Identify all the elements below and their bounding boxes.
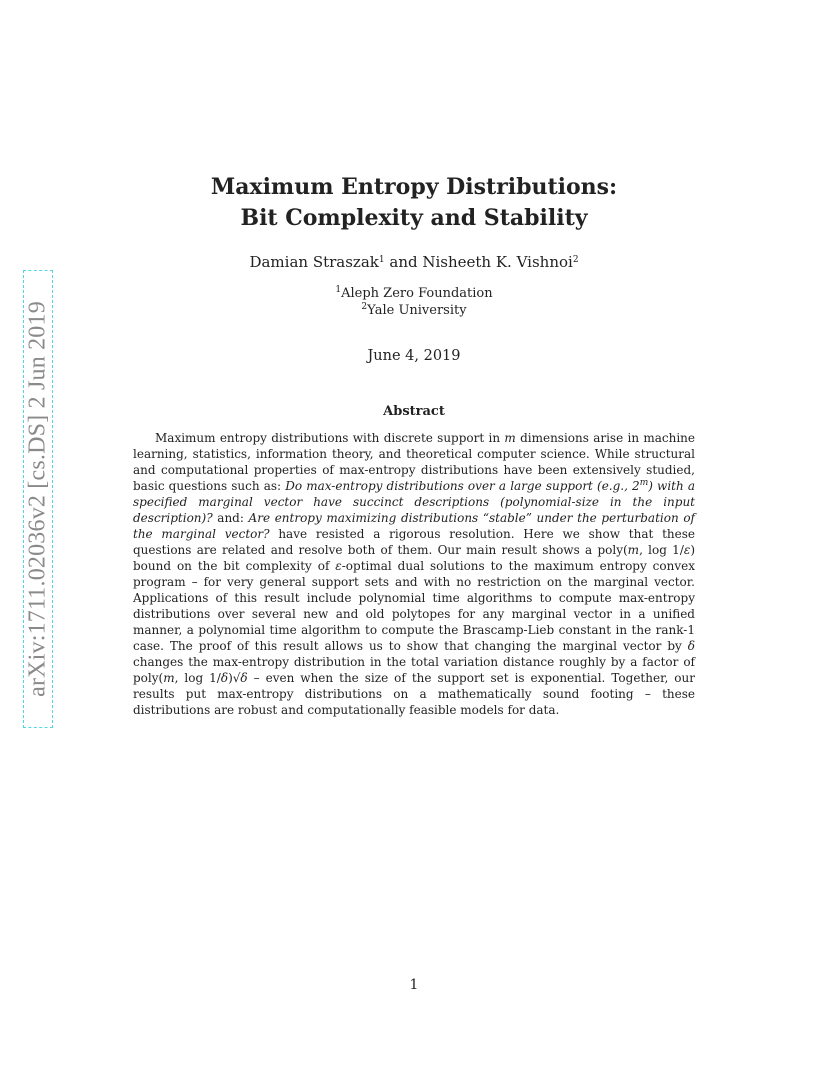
affiliations	[0, 285, 828, 319]
abstract-text: dimensions arise in machine learning, statistics, information theory, and theoretical computer science. While structural and computational properties of max-entropy distributions have been extensively studied, basic questions such as:	[133, 431, 695, 493]
affiliation-mark: 2	[572, 255, 579, 265]
affiliation-name: Aleph Zero Foundation	[341, 286, 493, 301]
affiliation-mark: 2	[361, 302, 368, 312]
affiliation-mark: 1	[335, 285, 342, 295]
abstract-text: and:	[212, 511, 249, 525]
affiliation	[0, 285, 828, 302]
author-separator: and	[384, 253, 423, 271]
abstract-heading: Abstract	[383, 404, 445, 419]
math-symbol: ε	[683, 543, 691, 557]
arxiv-identifier: arXiv:1711.02036v2 [cs.DS] 2 Jun 2019	[24, 301, 51, 697]
abstract-body	[133, 430, 695, 718]
abstract-text: ) with a specified marginal vector have succinct descriptions (polynomial-size in the input description)?	[133, 479, 695, 525]
abstract-text: Do max-entropy distributions over a large support (e.g., 2	[285, 479, 640, 493]
paper-date: June 4, 2019	[367, 348, 461, 364]
affiliation-name: Yale University	[367, 303, 467, 318]
math-symbol: m	[163, 671, 175, 685]
abstract-text: )√	[228, 671, 241, 685]
math-symbol: δ	[220, 671, 229, 685]
math-symbol: δ	[687, 639, 695, 653]
math-symbol: δ	[240, 671, 248, 685]
paper-title	[0, 172, 828, 234]
affiliation	[0, 302, 828, 319]
page-number: 1	[409, 977, 419, 993]
author-name: Nisheeth K. Vishnoi	[422, 253, 573, 271]
math-symbol: m	[627, 543, 640, 557]
math-symbol: m	[504, 431, 516, 445]
abstract-text: have resisted a rigorous resolution. Here we show that these questions are related and resolve both of them. Our main result shows a poly(	[133, 527, 695, 557]
abstract-text: , log 1/	[639, 543, 684, 557]
abstract-text: – even when the size of the support set is exponential. Together, our results put max-entropy distributions on a mathematically sound footing – these distributions are robust and computationally feasible models for data.	[133, 671, 695, 717]
author-list	[0, 253, 828, 271]
math-superscript: m	[639, 478, 649, 488]
author-name: Damian Straszak	[249, 253, 379, 271]
abstract-text: -optimal dual solutions to the maximum entropy convex program – for very general support sets and with no restriction on the marginal vector. Applications of this result include polynomial time algorithms to compute max-entropy distributions over several new and old polytopes for any marginal vector in a unified manner, a polynomial time algorithm to compute the Brascamp-Lieb constant in the rank-1 case. The proof of this result allows us to show that changing the marginal vector by	[133, 559, 695, 653]
abstract-question: Are entropy maximizing distributions “stable” under the perturbation of the marginal vector?	[133, 511, 695, 541]
abstract-text: Maximum entropy distributions with discrete support in	[155, 431, 505, 445]
math-symbol: ε	[335, 559, 342, 573]
abstract-text: ) bound on the bit complexity of	[133, 543, 695, 573]
abstract-text: , log 1/	[174, 671, 221, 685]
abstract-text: changes the max-entropy distribution in the total variation distance roughly by a factor of poly(	[133, 655, 695, 685]
affiliation-mark: 1	[378, 255, 385, 265]
title-line-2: Bit Complexity and Stability	[240, 205, 588, 231]
title-line-1: Maximum Entropy Distributions:	[210, 174, 618, 200]
